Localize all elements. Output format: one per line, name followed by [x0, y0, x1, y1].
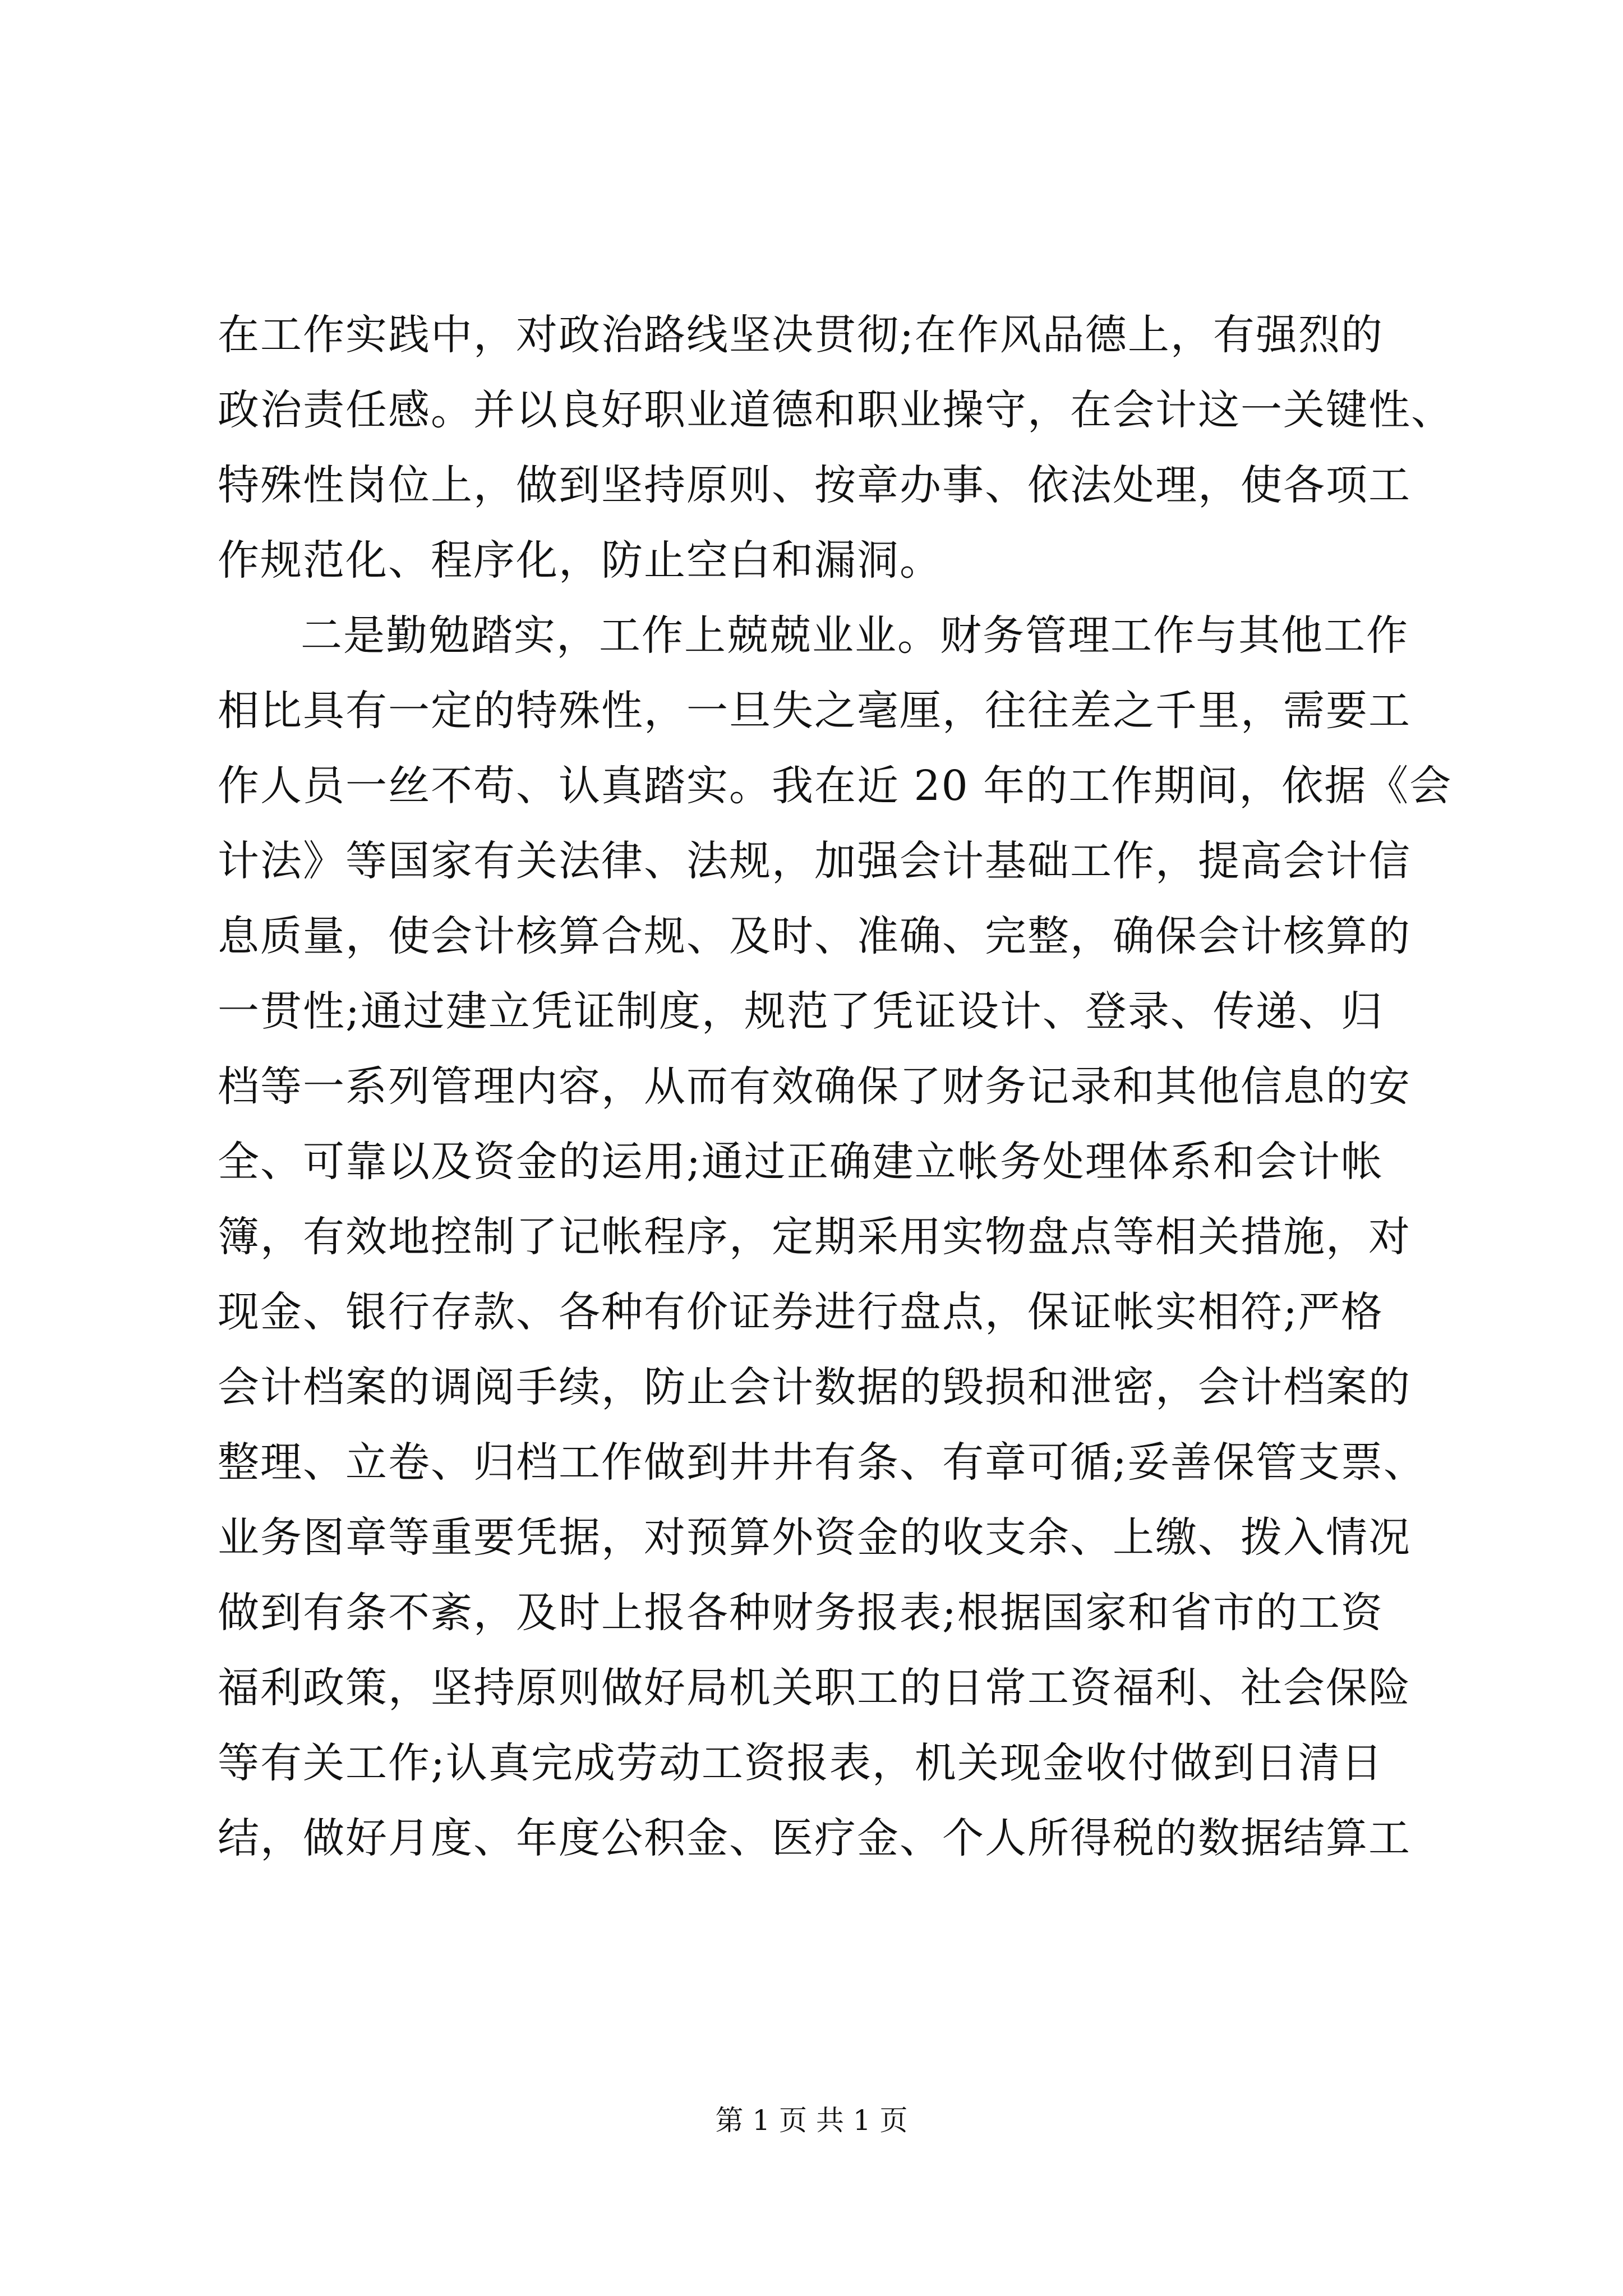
text-line: 现金、银行存款、各种有价证券进行盘点，保证帐实相符;严格 — [218, 1288, 1384, 1336]
paragraph-first-line: 二是勤勉踏实，工作上兢兢业业。财务管理工作与其他工作 — [301, 611, 1409, 660]
text-line: 业务图章等重要凭据，对预算外资金的收支余、上缴、拨入情况 — [218, 1513, 1411, 1562]
text-line: 作规范化、程序化，防止空白和漏洞。 — [218, 536, 942, 585]
text-line: 会计档案的调阅手续，防止会计数据的毁损和泄密，会计档案的 — [218, 1363, 1411, 1411]
text-line: 结，做好月度、年度公积金、医疗金、个人所得税的数据结算工 — [218, 1814, 1411, 1862]
text-line: 计法》等国家有关法律、法规，加强会计基础工作，提高会计信 — [218, 837, 1411, 885]
text-line: 政治责任感。并以良好职业道德和职业操守，在会计这一关键性、 — [218, 386, 1454, 434]
body-text — [218, 297, 1454, 1876]
text-line: 全、可靠以及资金的运用;通过正确建立帐务处理体系和会计帐 — [218, 1138, 1384, 1186]
page-number-footer: 第 1 页 共 1 页 — [715, 2104, 908, 2137]
text-line: 在工作实践中，对政治路线坚决贯彻;在作风品德上，有强烈的 — [218, 311, 1384, 359]
text-line: 整理、立卷、归档工作做到井井有条、有章可循;妥善保管支票、 — [218, 1438, 1426, 1487]
text-line: 特殊性岗位上，做到坚持原则、按章办事、依法处理，使各项工 — [218, 461, 1411, 509]
text-line: 做到有条不紊，及时上报各种财务报表;根据国家和省市的工资 — [218, 1589, 1384, 1637]
text-line: 档等一系列管理内容，从而有效确保了财务记录和其他信息的安 — [218, 1062, 1411, 1111]
text-line: 作人员一丝不苟、认真踏实。我在近 20 年的工作期间，依据《会 — [218, 762, 1453, 810]
text-line: 相比具有一定的特殊性，一旦失之毫厘，往往差之千里，需要工 — [218, 687, 1411, 735]
text-line: 一贯性;通过建立凭证制度，规范了凭证设计、登录、传递、归 — [218, 987, 1384, 1036]
text-line: 簿，有效地控制了记帐程序，定期采用实物盘点等相关措施，对 — [218, 1213, 1411, 1261]
text-line: 息质量，使会计核算合规、及时、准确、完整，确保会计核算的 — [218, 912, 1411, 960]
text-line: 等有关工作;认真完成劳动工资报表，机关现金收付做到日清日 — [218, 1739, 1384, 1787]
text-line: 福利政策，坚持原则做好局机关职工的日常工资福利、社会保险 — [218, 1664, 1411, 1712]
